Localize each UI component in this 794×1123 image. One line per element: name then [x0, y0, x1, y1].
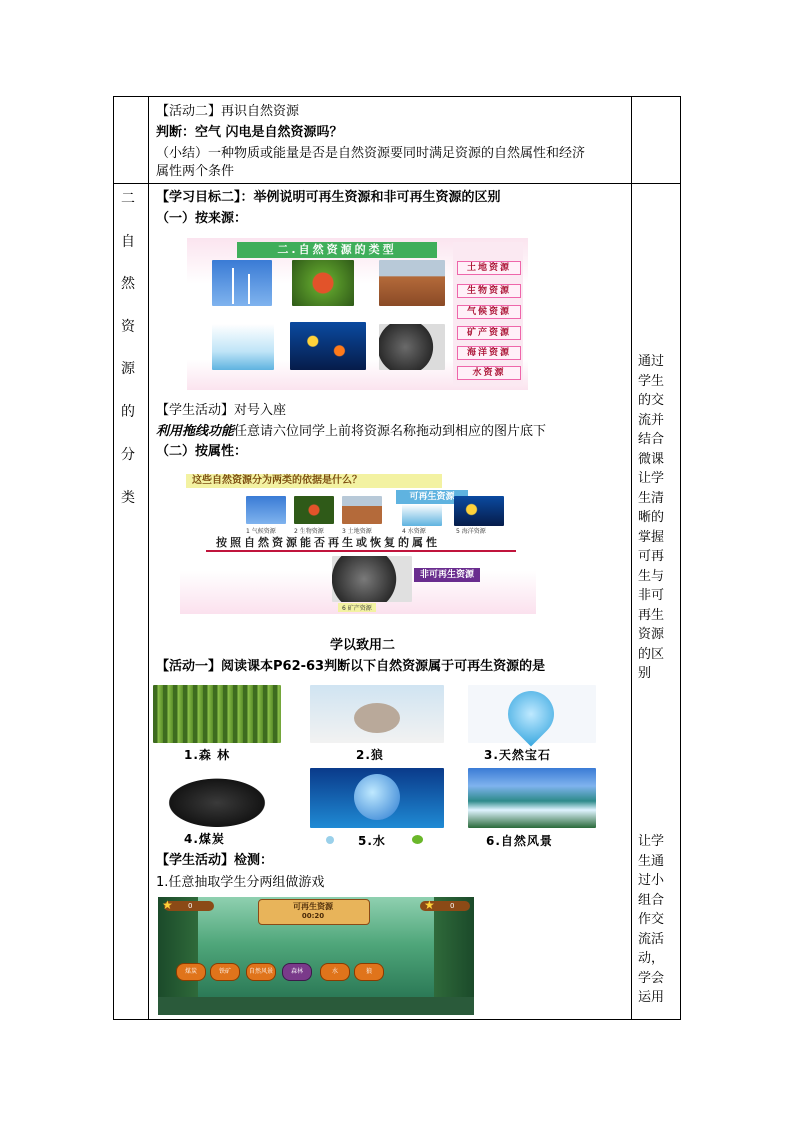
photo-caption-5: 5.水 [358, 834, 386, 848]
section-char-1: 二 [121, 191, 135, 207]
caption-5: 5 海洋资源 [456, 528, 486, 535]
right-star-icon: ★ [424, 898, 435, 912]
photo-caption-2: 2.狼 [356, 748, 384, 762]
judge-question: 判断：空气 闪电是自然资源吗？ [156, 125, 343, 140]
game-button-wolf[interactable]: 狼 [354, 963, 384, 981]
plant-image [292, 260, 354, 306]
game-intro: 1.任意抽取学生分两组做游戏 [156, 875, 325, 890]
drag-line-rest: 任意请六位同学上前将资源名称拖动到相应的图片底下 [234, 424, 547, 439]
thumb-coal [332, 556, 412, 602]
slide-title: 二.自然资源的类型 [277, 243, 397, 256]
game-title: 可再生资源 [293, 902, 333, 911]
section-char-5: 源 [121, 361, 135, 377]
coal-photo [156, 772, 278, 828]
teaching-note-2: 让学生通过小组合作交流活动，学会运用 [638, 834, 665, 1005]
activity2-title: 【活动二】再识自然资源 [156, 104, 300, 119]
student-activity-2: 【学生活动】检测： [156, 853, 274, 868]
thumb-biology [294, 496, 334, 524]
tag-land[interactable]: 土地资源 [457, 261, 521, 275]
water-photo [310, 768, 444, 828]
photo-caption-3: 3.天然宝石 [484, 748, 551, 762]
tag-mineral[interactable]: 矿产资源 [457, 326, 521, 340]
game-screenshot [158, 897, 474, 1015]
thumb-ocean [454, 496, 504, 526]
caption-4: 4 水资源 [402, 528, 426, 535]
photo-caption-1: 1.森 林 [184, 748, 231, 762]
by-source-heading: （一）按来源： [156, 211, 248, 226]
apply-title: 学以致用二 [330, 638, 396, 653]
water-image [212, 324, 274, 370]
thumb-water [402, 504, 442, 526]
section-char-2: 自 [121, 234, 135, 250]
caption-2: 2 生物资源 [294, 528, 324, 535]
by-attribute-heading: （二）按属性： [156, 444, 248, 459]
game-button-water[interactable]: 水 [320, 963, 350, 981]
game-button-coal[interactable]: 煤炭 [176, 963, 206, 981]
coal-image [379, 324, 445, 370]
section-char-4: 资 [121, 319, 135, 335]
game-button-forest[interactable]: 森林 [282, 963, 312, 981]
nonrenewable-tag: 非可再生资源 [414, 568, 480, 582]
game-timer: 00:20 [301, 912, 325, 920]
wind-turbine-image [212, 260, 272, 306]
gemstone-photo [468, 685, 596, 743]
photo-caption-4: 4.煤炭 [184, 832, 225, 846]
section-char-8: 类 [121, 490, 135, 506]
summary-line-1: （小结）一种物质或能量是否是自然资源要同时满足资源的自然属性和经济 [156, 146, 586, 161]
caption-6: 6 矿产资源 [338, 603, 376, 612]
resource-photo-grid [150, 682, 596, 848]
section-char-6: 的 [121, 404, 135, 420]
land-image [379, 260, 445, 306]
section-char-7: 分 [121, 447, 135, 463]
resource-types-slide [187, 238, 528, 390]
tag-water[interactable]: 水资源 [457, 366, 521, 380]
drag-line-emph: 利用拖线功能 [156, 424, 235, 439]
tag-ocean[interactable]: 海洋资源 [457, 346, 521, 360]
forest-photo [153, 685, 281, 743]
statement-text: 按照自然资源能否再生或恢复的属性 [216, 536, 440, 549]
caption-3: 3 土地资源 [342, 528, 372, 535]
left-score: 0 [188, 902, 193, 910]
tag-biology[interactable]: 生物资源 [457, 284, 521, 298]
game-button-iron[interactable]: 铁矿 [210, 963, 240, 981]
section-char-3: 然 [121, 276, 135, 292]
question-banner: 这些自然资源分为两类的依据是什么？ [186, 474, 442, 488]
game-button-scenery[interactable]: 自然风景 [246, 963, 276, 981]
ocean-fish-image [290, 322, 366, 370]
left-star-icon: ★ [162, 898, 173, 912]
landscape-photo [468, 768, 596, 828]
photo-caption-6: 6.自然风景 [486, 834, 553, 848]
summary-line-2: 属性两个条件 [156, 164, 235, 179]
drag-instruction [156, 423, 546, 440]
activity1-line: 【活动一】阅读课本P62-63判断以下自然资源属于可再生资源的是 [156, 659, 546, 674]
thumb-land [342, 496, 382, 524]
teaching-note-1: 通过学生的交流并结合微课让学生清晰的掌握可再生与非可再生资源的区别 [638, 354, 665, 681]
right-score: 0 [450, 902, 455, 910]
attribute-slide [180, 470, 536, 614]
tag-climate[interactable]: 气候资源 [457, 305, 521, 319]
leaf-icon [412, 835, 423, 844]
goal-title: 【学习目标二】：举例说明可再生资源和非可再生资源的区别 [156, 190, 501, 205]
bubble-icon [326, 836, 334, 844]
student-activity-1: 【学生活动】对号入座 [156, 403, 287, 418]
thumb-climate [246, 496, 286, 524]
wolf-photo [310, 685, 444, 743]
renewable-tag: 可再生资源 [396, 490, 468, 504]
statement-underline [206, 550, 516, 552]
caption-1: 1 气候资源 [246, 528, 276, 535]
ground [158, 997, 474, 1015]
